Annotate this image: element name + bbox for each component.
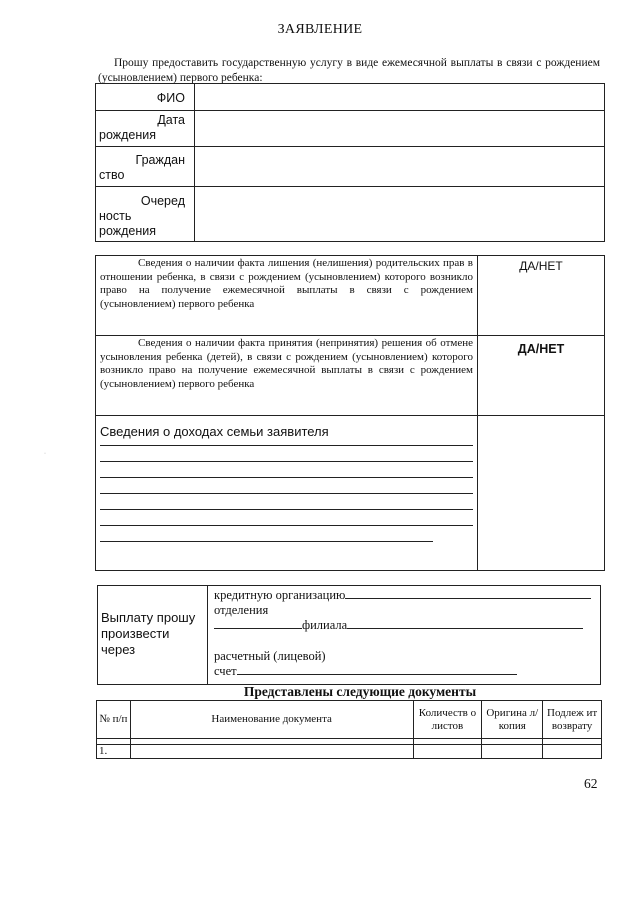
intro-paragraph: Прошу предоставить государственную услугу в виде ежемесячной выплаты в связи с рождением (усыновлением) первого ребенка:: [98, 57, 600, 84]
label-birth-order: Очеред ность рождения: [96, 187, 195, 242]
account-label-2: счет: [214, 664, 237, 678]
branch-field[interactable]: [214, 628, 302, 629]
documents-table: [96, 700, 602, 759]
income-line[interactable]: [100, 446, 473, 462]
citizenship-field[interactable]: [195, 147, 605, 187]
dob-field[interactable]: [195, 111, 605, 147]
label-dob: Дата рождения: [96, 111, 195, 147]
row-count[interactable]: [413, 745, 482, 759]
col-count-header: Количеств о листов: [413, 701, 482, 739]
row-name[interactable]: [130, 745, 413, 759]
birth-order-field[interactable]: [195, 187, 605, 242]
col-name-header: Наименование документа: [130, 701, 413, 739]
adoption-answer[interactable]: ДА/НЕТ: [478, 336, 605, 416]
filial-label: филиала: [302, 618, 348, 632]
col-orig-header: Оригина л/копия: [482, 701, 543, 739]
deprivation-statement: Сведения о наличии факта лишения (нелишения) родительских прав в отношении ребенка, в связи с рождением (усыновлением) которого возникло право на получение ежемесячной выплаты в связи с рождением (усыновлением) первого ребенка: [96, 256, 478, 336]
row-num: 1.: [97, 745, 131, 759]
income-line[interactable]: [100, 510, 473, 526]
scan-speck: ·: [44, 451, 46, 457]
credit-org-field[interactable]: [345, 598, 591, 599]
statements-table: [95, 255, 605, 571]
document-title: ЗАЯВЛЕНИЕ: [277, 22, 363, 37]
filial-field[interactable]: [347, 628, 583, 629]
income-line[interactable]: [100, 478, 473, 494]
account-label: расчетный (лицевой): [214, 649, 326, 663]
documents-title: Представлены следующие документы: [243, 684, 477, 699]
account-field[interactable]: [237, 674, 517, 675]
income-cell: [96, 416, 478, 571]
payment-details: [208, 586, 601, 685]
income-line[interactable]: [100, 439, 473, 446]
deprivation-answer[interactable]: ДА/НЕТ: [478, 256, 605, 336]
table-row: [97, 745, 602, 759]
label-citizenship: Граждан ство: [96, 147, 195, 187]
col-return-header: Подлеж ит возврату: [543, 701, 602, 739]
label-fio: ФИО: [96, 84, 195, 111]
income-heading: Сведения о доходах семьи заявителя: [100, 424, 329, 439]
credit-org-label: кредитную организацию: [214, 588, 346, 602]
income-line[interactable]: [100, 494, 473, 510]
income-answer-cell[interactable]: [478, 416, 605, 571]
row-orig[interactable]: [482, 745, 543, 759]
applicant-table: [95, 83, 605, 242]
income-line[interactable]: [100, 462, 473, 478]
payment-table: [97, 585, 601, 685]
payment-label: Выплату прошу произвести через: [98, 586, 208, 685]
income-line[interactable]: [100, 526, 433, 542]
row-return[interactable]: [543, 745, 602, 759]
fio-field[interactable]: [195, 84, 605, 111]
adoption-statement: Сведения о наличии факта принятия (непринятия) решения об отмене усыновления ребенка (детей), в связи с рождением (усыновлением) которого возникло право на получение ежемесячной выплаты в связи с рождением (усыновлением) первого ребенка: [96, 336, 478, 416]
page-number: 62: [584, 776, 598, 791]
branch-label: отделения: [214, 603, 269, 617]
col-num-header: № п/п: [97, 701, 131, 739]
